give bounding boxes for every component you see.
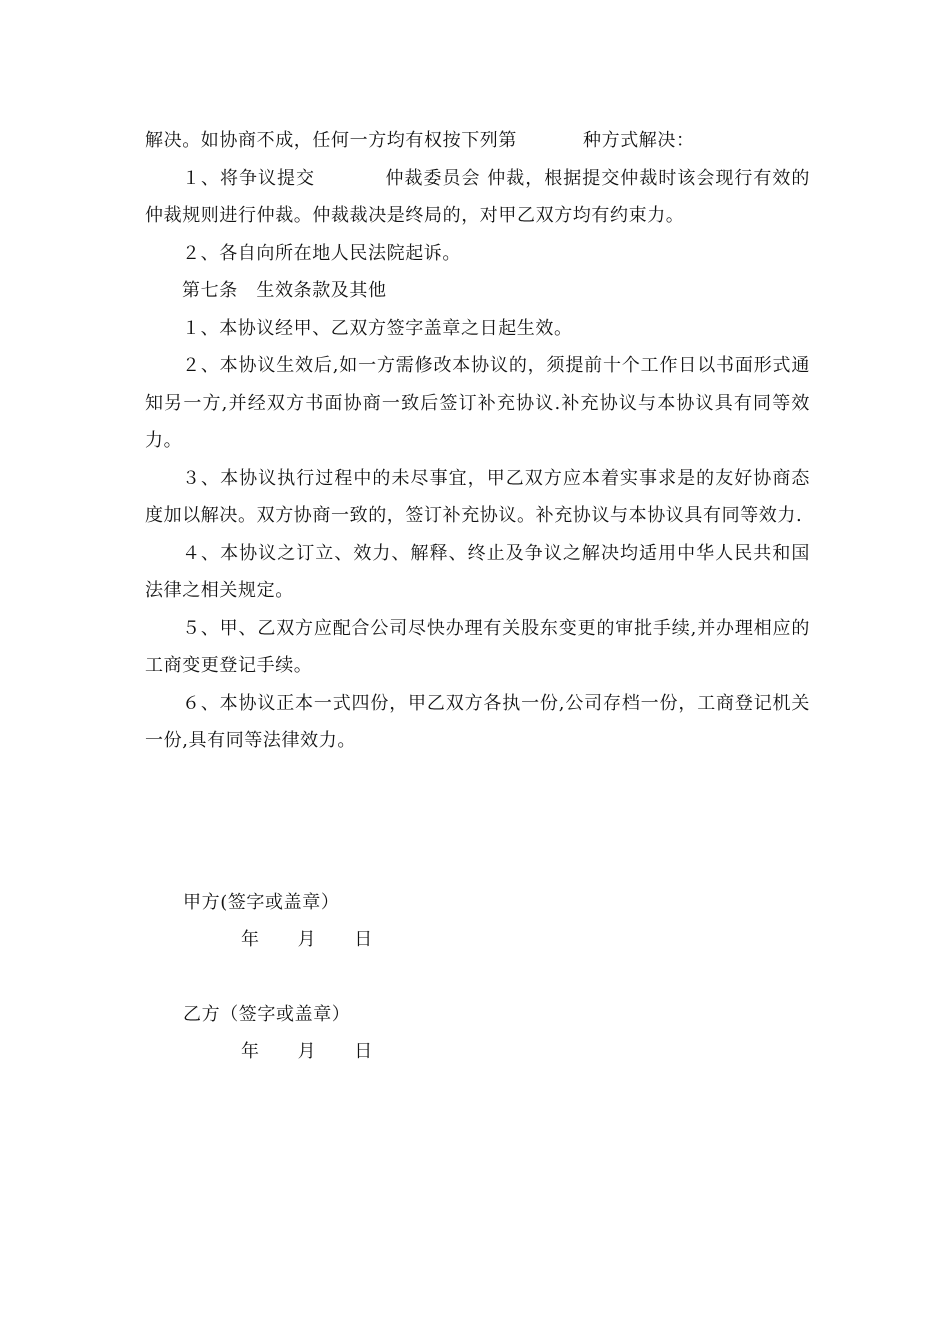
party-a-label: 甲方(签字或盖章） [183,892,340,913]
intro-text: 解决。如协商不成，任何一方均有权按下列第 [145,130,517,151]
party-b-label: 乙方（签字或盖章） [183,1004,351,1025]
option-1-text: １、将争议提交 [182,167,316,189]
dispute-option-1 [145,160,810,235]
party-a-signature-block [183,884,373,958]
day-label: 日 [354,929,373,950]
intro-text-end: 种方式解决： [583,130,695,151]
party-a-date [241,921,373,958]
dispute-resolution-intro [145,122,810,160]
party-b-date [241,1033,373,1070]
clause-4: ４、本协议之订立、效力、解释、终止及争议之解决均适用中华人民共和国法律之相关规定。 [145,542,810,601]
clause-1: １、本协议经甲、乙双方签字盖章之日起生效。 [182,317,573,339]
document-body [145,122,810,760]
clause-3: ３、本协议执行过程中的未尽事宜，甲乙双方应本着实事求是的友好协商态度加以解决。双方协商一致的，签订补充协议。补充协议与本协议具有同等效力. [145,467,810,526]
dispute-option-2: ２、各自向所在地人民法院起诉。 [182,242,461,264]
clause-6: ６、本协议正本一式四份，甲乙双方各执一份,公司存档一份，工商登记机关一份,具有同等法律效力。 [145,692,810,751]
clause-5: ５、甲、乙双方应配合公司尽快办理有关股东变更的审批手续,并办理相应的工商变更登记手续。 [145,617,810,676]
clause-2: ２、本协议生效后,如一方需修改本协议的，须提前十个工作日以书面形式通知另一方,并经双方书面协商一致后签订补充协议.补充协议与本协议具有同等效力。 [145,355,810,451]
day-label: 日 [354,1041,373,1062]
option-1-text-end: 仲裁委员会 仲裁，根据提交仲裁时该会现行有效的仲裁规则进行仲裁。仲裁裁决是终局的，对甲乙双方均有约束力。 [145,167,810,226]
month-label: 月 [297,929,317,950]
year-label: 年 [241,1041,260,1062]
party-b-signature-block [183,996,373,1070]
year-label: 年 [241,929,260,950]
month-label: 月 [297,1041,317,1062]
article-7-title: 第七条 生效条款及其他 [182,280,387,301]
